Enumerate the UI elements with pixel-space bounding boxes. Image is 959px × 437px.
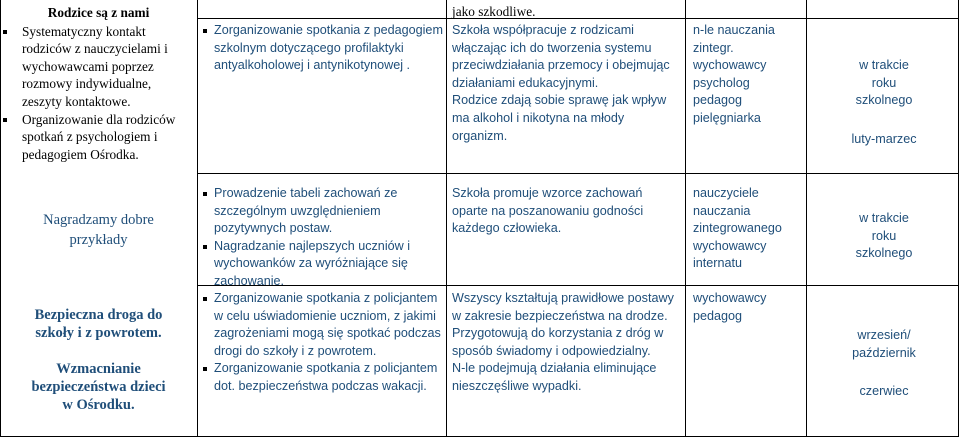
list-item: Zorganizowanie spotkania z pedagogiem szkolnym dotyczącego profilaktyki antyalkoholowej i antynikotynowej . xyxy=(204,22,444,75)
cell-text: wrzesień/ październik xyxy=(852,328,916,360)
row-divider xyxy=(197,173,959,174)
list-item: Zorganizowanie spotkania z policjantem dot. bezpieczeństwa podczas wakacji. xyxy=(204,360,444,395)
goals-cell xyxy=(452,185,677,238)
responsible-cell xyxy=(693,290,803,325)
list-item: Organizowanie dla rodziców spotkań z psychologiem i pedagogiem Ośrodka. xyxy=(0,111,197,164)
section-heading: Nagradzamy dobre przykłady xyxy=(43,212,154,248)
cell-text: pielęgniarka xyxy=(693,110,761,125)
cell-text: pedagog xyxy=(693,308,743,323)
responsible-cell xyxy=(693,22,803,128)
time-cell xyxy=(810,383,958,401)
left-column xyxy=(0,4,197,163)
list-item: Nagradzanie najlepszych uczniów i wychowanków za wyróżniające się zachowanie. xyxy=(204,238,444,291)
cell-text: pedagog xyxy=(693,93,743,108)
cell-text: Szkoła promuje wzorce zachowań oparte na poszanowaniu godności każdego człowieka. xyxy=(452,186,644,236)
section-heading: Bezpieczna droga do szkoły i z powrotem. xyxy=(34,307,163,341)
actions-cell xyxy=(204,185,444,291)
goals-cell xyxy=(452,22,677,145)
section-heading: Wzmacnianie bezpieczeństwa dzieci w Ośrodku. xyxy=(31,361,166,413)
cell-text: n-le nauczania zintegr. xyxy=(693,23,775,55)
column-divider xyxy=(685,0,686,437)
cell-text: Przygotowują do korzystania z dróg w sposób świadomy i odpowiedzialny. xyxy=(452,326,664,358)
column-divider xyxy=(806,0,807,437)
goals-cell xyxy=(452,3,677,21)
cell-text: nauczania zintegrowanego xyxy=(693,203,782,236)
goals-cell xyxy=(452,290,677,396)
time-cell xyxy=(810,210,958,263)
section-title: Rodzice są z nami xyxy=(47,5,150,20)
cell-text: internatu xyxy=(693,256,743,271)
cell-text: Wszyscy kształtują prawidłowe postawy w zakresie bezpieczeństwa na drodze. xyxy=(452,291,674,323)
cell-text: luty-marzec xyxy=(851,132,917,146)
list-item: Systematyczny kontakt rodziców z nauczycielami i wychowawcami poprzez rozmowy indywidualne, zeszyty kontaktowe. xyxy=(0,23,197,111)
cell-text: jako szkodliwe. xyxy=(452,4,536,19)
cell-text: wychowawcy xyxy=(693,291,767,305)
cell-text: czerwiec xyxy=(859,384,909,398)
list-item: Prowadzenie tabeli zachowań ze szczególnym uwzględnieniem pozytywnych postaw. xyxy=(204,185,444,238)
cell-text: Rodzice zdają sobie sprawę jak wpływ ma alkohol i nikotyna na młody organizm. xyxy=(452,93,667,143)
cell-text: nauczyciele xyxy=(693,186,759,200)
cell-text: Szkoła współpracuje z rodzicami włączając ich do tworzenia systemu przeciwdziałania przemocy i obejmując działaniami edukacyjnymi. xyxy=(452,23,670,90)
responsible-cell xyxy=(693,185,803,273)
column-divider xyxy=(446,0,447,437)
column-divider xyxy=(197,0,198,437)
actions-cell xyxy=(204,22,444,75)
cell-text: w trakcie roku szkolnego xyxy=(855,58,913,108)
cell-text: wychowawcy xyxy=(693,238,767,253)
time-cell xyxy=(810,57,958,110)
cell-text: w trakcie roku szkolnego xyxy=(855,211,913,261)
time-cell xyxy=(810,131,958,149)
list-item: Zorganizowanie spotkania z policjantem w celu uświadomienie uczniom, z jakimi zagrożeniami mogą się spotkać podczas drogi do szkoły i z powrotem. xyxy=(204,290,444,360)
time-cell xyxy=(810,327,958,362)
actions-cell xyxy=(204,290,444,396)
cell-text: wychowawcy xyxy=(693,58,767,73)
cell-text: psycholog xyxy=(693,75,750,90)
cell-text: N-le podejmują działania eliminujące nieszczęśliwe wypadki. xyxy=(452,361,657,393)
